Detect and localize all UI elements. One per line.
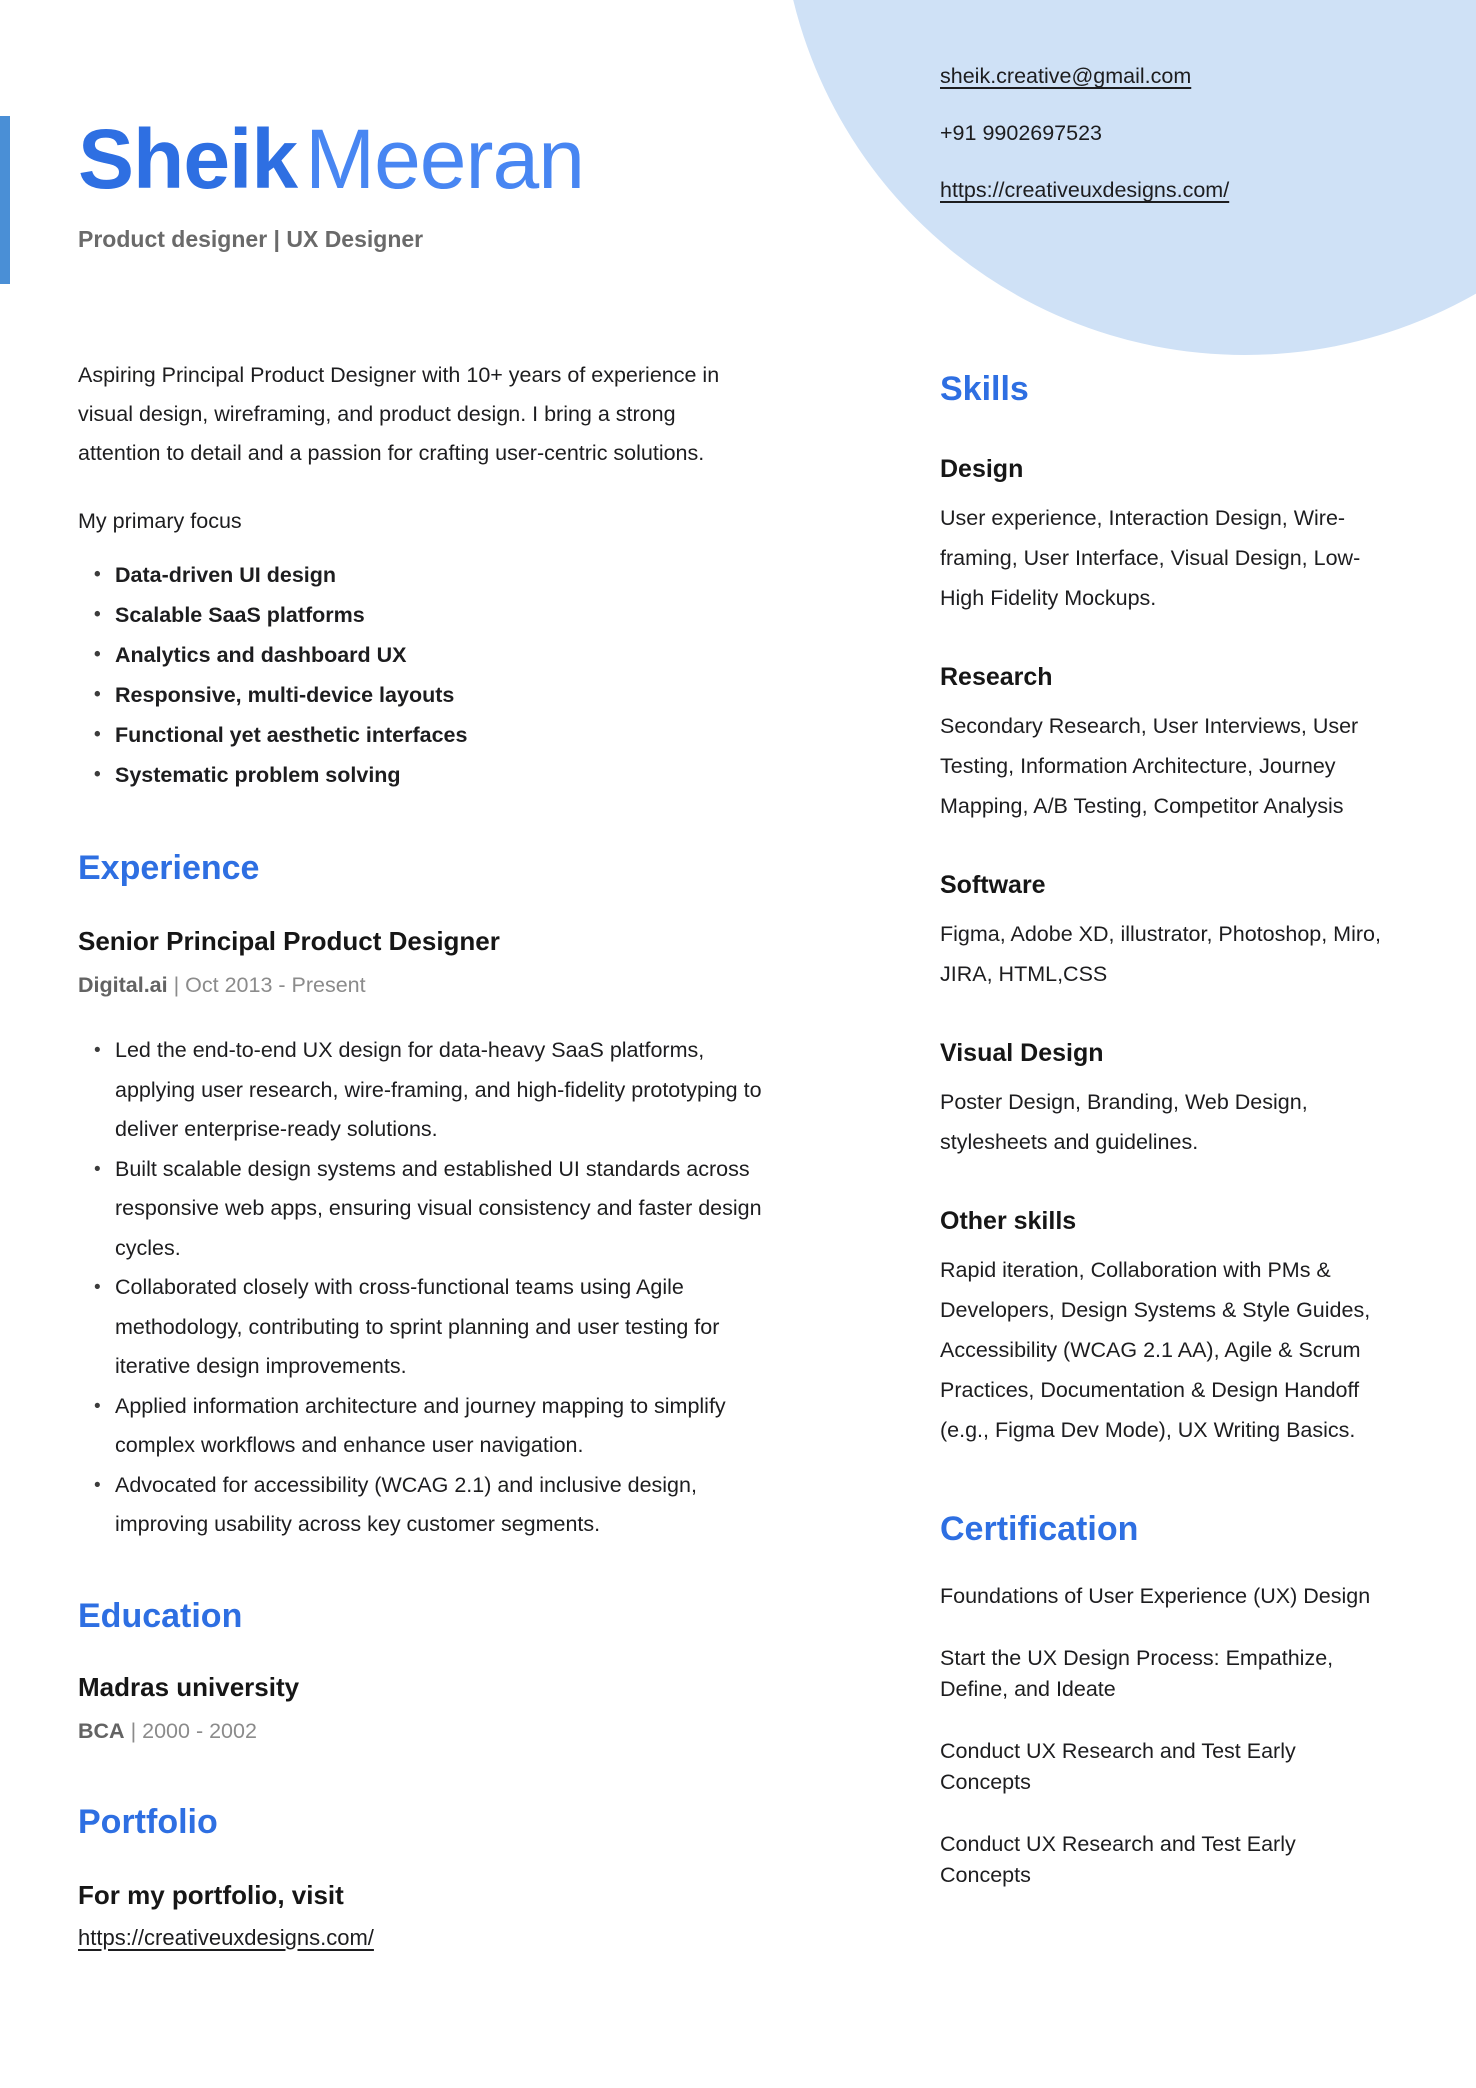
contact-block [940, 64, 1229, 235]
degree-name: BCA [78, 1718, 125, 1743]
certification-item: Conduct UX Research and Test Early Concepts [940, 1832, 1296, 1887]
page-title [78, 112, 584, 206]
experience-bullet: • Built scalable design systems and established UI standards across responsive web apps, ensuring visual consistency and faster design cycles. [115, 1150, 762, 1269]
focus-item: • Responsive, multi-device layouts [115, 675, 762, 715]
experience-bullet: • Applied information architecture and journey mapping to simplify complex workflows and enhance user navigation. [115, 1387, 762, 1466]
skill-group-text-other-skills: Rapid iteration, Collaboration with PMs & Developers, Design Systems & Style Guides, Accessibility (WCAG 2.1 AA), Agile & Scrum Practices, Documentation & Design Handoff (e.g., Figma Dev Mode), UX Writing Basics. [940, 1258, 1371, 1442]
experience-bullet-list [78, 1031, 762, 1545]
accent-bar [0, 116, 10, 284]
skill-group-title-other-skills: Other skills [940, 1207, 1077, 1235]
job-period: | Oct 2013 - Present [173, 973, 366, 997]
summary-text: Aspiring Principal Product Designer with 10+ years of experience in visual design, wireframing, and product design. I bring a strong attention to detail and a passion for crafting user-centric solutions. [78, 363, 720, 465]
school-name: Madras university [78, 1671, 300, 1702]
experience-bullet: • Advocated for accessibility (WCAG 2.1) and inclusive design, improving usability across key customer segments. [115, 1466, 762, 1545]
focus-item: • Systematic problem solving [115, 755, 762, 795]
portfolio-heading: Portfolio [78, 1802, 218, 1841]
certification-item: Foundations of User Experience (UX) Design [940, 1584, 1371, 1608]
focus-list [78, 555, 762, 795]
portfolio-label: For my portfolio, visit [78, 1879, 344, 1910]
education-period: | 2000 - 2002 [130, 1718, 257, 1743]
experience-bullet: • Collaborated closely with cross-functional teams using Agile methodology, contributing to sprint planning and user testing for iterative design improvements. [115, 1268, 762, 1387]
skills-heading: Skills [940, 370, 1029, 408]
phone-number: +91 9902697523 [940, 121, 1103, 145]
experience-bullet: • Led the end-to-end UX design for data-heavy SaaS platforms, applying user research, wire-framing, and high-fidelity prototyping to deliver enterprise-ready solutions. [115, 1031, 762, 1150]
focus-item: • Data-driven UI design [115, 555, 762, 595]
skill-group-text-software: Figma, Adobe XD, illustrator, Photoshop, Miro, JIRA, HTML,CSS [940, 922, 1381, 986]
skill-group-title-software: Software [940, 871, 1046, 899]
certification-item: Start the UX Design Process: Empathize, Define, and Ideate [940, 1646, 1334, 1701]
focus-item: • Scalable SaaS platforms [115, 595, 762, 635]
education-meta [78, 1712, 762, 1751]
company-name: Digital.ai [78, 973, 168, 997]
experience-heading: Experience [78, 849, 260, 887]
skill-group-text-visual-design: Poster Design, Branding, Web Design, stylesheets and guidelines. [940, 1090, 1308, 1154]
certification-heading: Certification [940, 1510, 1139, 1548]
focus-label: My primary focus [78, 509, 242, 533]
last-name: Meeran [305, 112, 584, 206]
skill-group-text-research: Secondary Research, User Interviews, User Testing, Information Architecture, Journey Mapping, A/B Testing, Competitor Analysis [940, 714, 1359, 818]
job-title: Senior Principal Product Designer [78, 926, 500, 956]
education-heading: Education [78, 1596, 243, 1635]
skill-group-title-design: Design [940, 455, 1024, 483]
job-meta [78, 966, 762, 1005]
skill-group-text-design: User experience, Interaction Design, Wire-framing, User Interface, Visual Design, Low-High Fidelity Mockups. [940, 506, 1361, 610]
certification-item: Conduct UX Research and Test Early Concepts [940, 1739, 1296, 1794]
skill-group-title-visual-design: Visual Design [940, 1039, 1104, 1067]
email-link[interactable]: sheik.creative@gmail.com [940, 64, 1192, 88]
website-link[interactable]: https://creativeuxdesigns.com/ [940, 178, 1230, 202]
focus-item: • Analytics and dashboard UX [115, 635, 762, 675]
skill-group-title-research: Research [940, 663, 1053, 691]
header [78, 112, 584, 253]
portfolio-link[interactable]: https://creativeuxdesigns.com/ [78, 1924, 374, 1950]
left-column [78, 356, 762, 1958]
job-subtitle: Product designer | UX Designer [78, 226, 424, 253]
first-name: Sheik [78, 112, 298, 206]
right-column [940, 368, 1392, 1891]
focus-item: • Functional yet aesthetic interfaces [115, 715, 762, 755]
